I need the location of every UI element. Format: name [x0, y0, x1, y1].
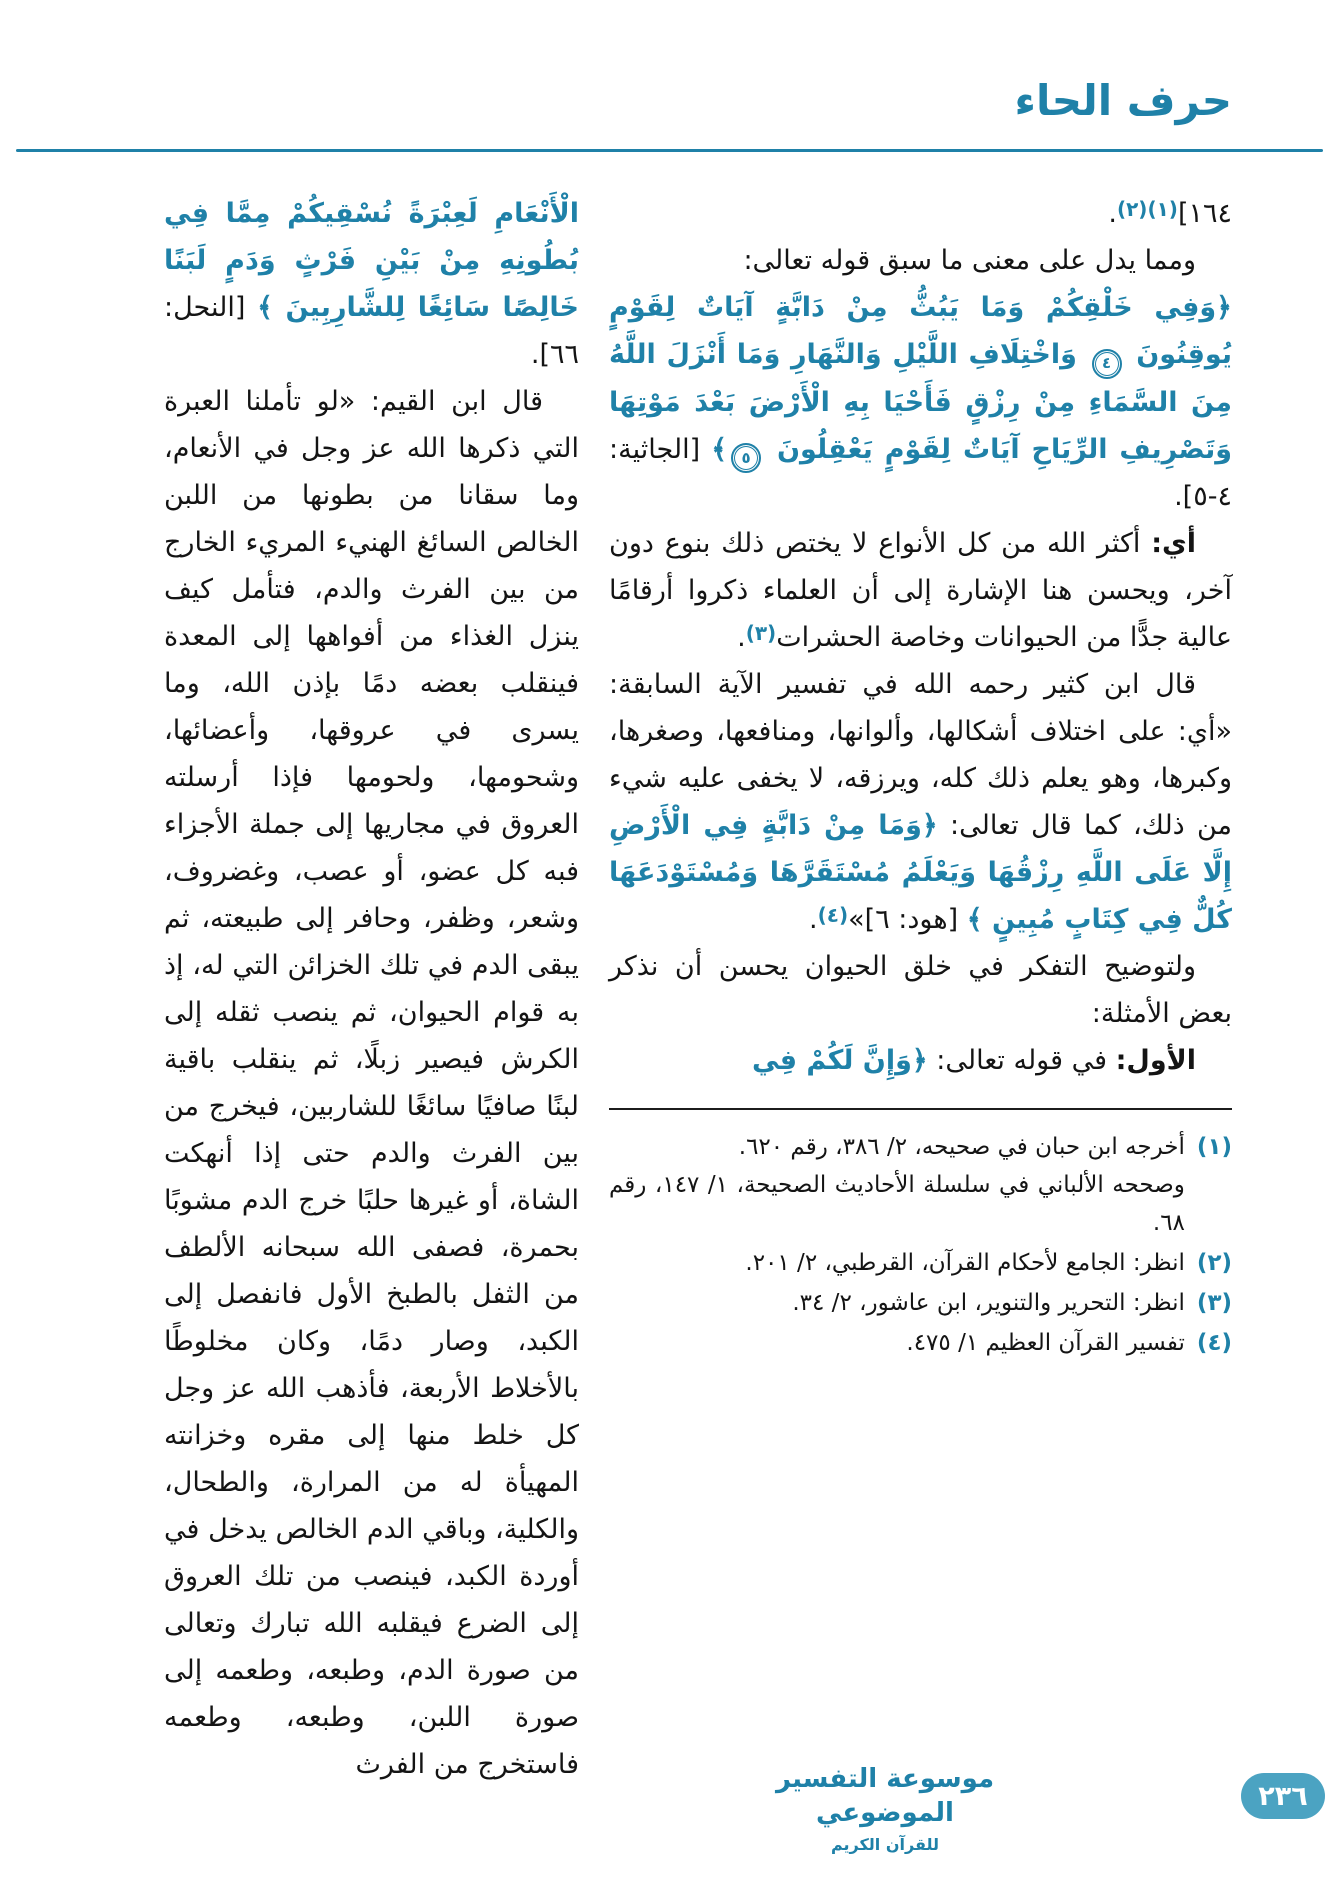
paragraph-text: في قوله تعالى:: [927, 1045, 1116, 1076]
lead-word-awwal: الأول:: [1115, 1045, 1196, 1076]
quran-text-part2: وَاخْتِلَافِ اللَّيْلِ وَالنَّهَارِ وَمَا أَنْزَلَ اللَّهُ مِنَ السَّمَاءِ مِنْ رِزْقٍ فَأَحْيَا بِهِ الْأَرْضَ بَعْدَ مَوْتِهَا وَتَصْرِيفِ الرِّيَاحِ آيَاتٌ لِقَوْمٍ يَعْقِلُونَ: [609, 339, 1232, 465]
footnote-item-2: [609, 1244, 1232, 1282]
ayah-number-icon: ٤: [1092, 349, 1122, 379]
paragraph-text: قال ابن كثير رحمه الله في تفسير الآية السابقة: «أي: على اختلاف أشكالها، وألوانها، ومنافعها، وصغرها، وكبرها، وهو يعلم ذلك كله، ويرزقه، لا يخفى عليه شيء من ذلك، كما قال تعالى:: [609, 669, 1232, 841]
ibn-kathir-paragraph: [609, 661, 1232, 943]
ibn-qayyim-paragraph: قال ابن القيم: «لو تأملنا العبرة التي ذكرها الله عز وجل في الأنعام، وما سقانا من بطونها من اللبن الخالص السائغ الهنيء المريء الخارج من بين الفرث والدم، فتأمل كيف ينزل الغذاء من أفواهها إلى المعدة فينقلب بعضه دمًا بإذن الله، وما يسرى في عروقها، وأعضائها، وشحومها، ولحومها فإذا أرسلته العروق في مجاريها إلى جملة الأجزاء فبه كل عضو، أو عصب، وغضروف، وشعر، وظفر، وحافر إلى طبيعته، ثم يبقى الدم في تلك الخزائن التي له، إذ به قوام الحيوان، ثم ينصب ثقله إلى الكرش فيصير زبلًا، ثم ينقلب باقية لبنًا صافيًا سائغًا للشاربين، فيخرج من بين الفرث والدم حتى إذا أنهكت الشاة، أو غيرها حلبًا خرج الدم مشوبًا بحمرة، فصفى الله سبحانه الألطف من الثفل بالطبخ الأول فانفصل إلى الكبد، وصار دمًا، وكان مخلوطًا بالأخلاط الأربعة، فأذهب الله عز وجل كل خلط منها إلى مقره وخزانته المهيأة له من المرارة، والطحال، والكلية، وباقي الدم الخالص يدخل في أوردة الكبد، فينصب من تلك العروق إلى الضرع فيقلبه الله تبارك وتعالى من صورة الدم، وطبعه، وطعمه إلى صورة اللبن، وطبعه، وطعمه فاستخرج من الفرث: [164, 386, 579, 1780]
carryover-line: [609, 190, 1232, 237]
lead-word-ay: أي:: [1151, 528, 1196, 559]
text-columns: [164, 190, 1232, 1788]
quran-close-bracket: ﴾: [711, 433, 728, 465]
column-left: [164, 190, 579, 1788]
footnote-item-4: [609, 1324, 1232, 1362]
footnote-number: (١): [1196, 1134, 1232, 1160]
footnote-body: [609, 1284, 1185, 1322]
section-heading: حرف الحاء: [1014, 76, 1232, 125]
footnote-text: انظر: الجامع لأحكام القرآن، القرطبي، ٢/ ٢٠١.: [745, 1250, 1185, 1276]
footnote-separator: [609, 1108, 1232, 1110]
footnote-body: [609, 1128, 1185, 1242]
footnote-number: (٢): [1196, 1250, 1232, 1276]
header-rule: [16, 149, 1323, 152]
quran-verse-jathiya: [609, 284, 1232, 520]
footnote-text: انظر: التحرير والتنوير، ابن عاشور، ٢/ ٣٤.: [792, 1290, 1185, 1316]
footnote-ref-4: (٤): [817, 903, 849, 927]
footnote-item-3: [609, 1284, 1232, 1322]
quran-open-bracket: ﴿: [1216, 292, 1232, 323]
commentary-paragraph: [609, 520, 1232, 661]
carryover-citation: ١٦٤]: [1177, 198, 1232, 229]
paragraph-text: أكثر الله من كل الأنواع لا يختص ذلك بنوع دون آخر، ويحسن هنا الإشارة إلى أن العلماء ذكروا أرقامًا عالية جدًّا من الحيوانات وخاصة الحشرات: [609, 528, 1232, 653]
footnote-body: [609, 1324, 1185, 1362]
footnote-ref-1: (١): [1147, 197, 1178, 221]
column-right: [609, 190, 1232, 1364]
footnote-number: (٤): [1196, 1330, 1232, 1356]
footnote-text: تفسير القرآن العظيم ١/ ٤٧٥.: [906, 1330, 1185, 1356]
sentence-period: .: [737, 622, 746, 653]
footnote-number: (٣): [1196, 1290, 1232, 1316]
footnote-ref-3: (٣): [745, 621, 777, 645]
first-example-paragraph: [609, 1037, 1232, 1084]
page-number-badge: ٢٣٦: [1241, 1773, 1325, 1819]
verse-citation-nahl: [النحل: ٦٦].: [164, 292, 579, 370]
quran-text-part1: وَفِي خَلْقِكُمْ وَمَا يَبُثُّ مِنْ دَابَّةٍ آيَاتٌ لِقَوْمٍ يُوقِنُونَ: [609, 292, 1232, 370]
quran-verse-nahl: [164, 190, 579, 378]
logo-title: موسوعة التفسير الموضوعي: [775, 1764, 995, 1828]
verse-citation-hud: [هود: ٦]: [864, 904, 967, 935]
carryover-period: .: [1108, 198, 1117, 229]
logo-subtitle: للقرآن الكريم: [830, 1835, 940, 1854]
verse-citation-jathiya: [الجاثية: ٤-٥].: [609, 433, 1232, 512]
quran-text: الْأَنْعَامِ لَعِبْرَةً نُسْقِيكُمْ مِمَّا فِي بُطُونِهِ مِنْ بَيْنِ فَرْثٍ وَدَمٍ لَبَنًا خَالِصًا سَائِغًا لِلشَّارِبِينَ: [164, 198, 580, 323]
closing-quote-mark: »: [848, 904, 865, 935]
tawdih-paragraph: ولتوضيح التفكر في خلق الحيوان يحسن أن نذكر بعض الأمثلة:: [609, 951, 1232, 1029]
sentence-period: .: [809, 904, 818, 935]
quran-inline-nahl-start: ﴿وَإِنَّ لَكُمْ فِي: [752, 1045, 928, 1076]
footnote-body: [609, 1244, 1185, 1282]
intro-paragraph: ومما يدل على معنى ما سبق قوله تعالى:: [743, 245, 1196, 276]
footnote-text-extra: وصححه الألباني في سلسلة الأحاديث الصحيحة، ١/ ١٤٧، رقم ٦٨.: [609, 1172, 1185, 1236]
footnote-item-1: [609, 1128, 1232, 1242]
publisher-logo: [770, 1762, 1000, 1856]
footnote-ref-2: (٢): [1116, 197, 1148, 221]
ayah-number-icon: ٥: [731, 443, 761, 473]
footnotes-section: [609, 1108, 1232, 1362]
quran-inline-hud: ﴿وَمَا مِنْ دَابَّةٍ فِي الْأَرْضِ إِلَّا عَلَى اللَّهِ رِزْقُهَا وَيَعْلَمُ مُسْتَقَرَّهَا وَمُسْتَوْدَعَهَا كُلٌّ فِي كِتَابٍ مُبِينٍ ﴾: [609, 810, 1232, 935]
quran-close-bracket: ﴾: [257, 292, 273, 323]
footnote-text: أخرجه ابن حبان في صحيحه، ٢/ ٣٨٦، رقم ٦٢٠.: [738, 1134, 1185, 1160]
